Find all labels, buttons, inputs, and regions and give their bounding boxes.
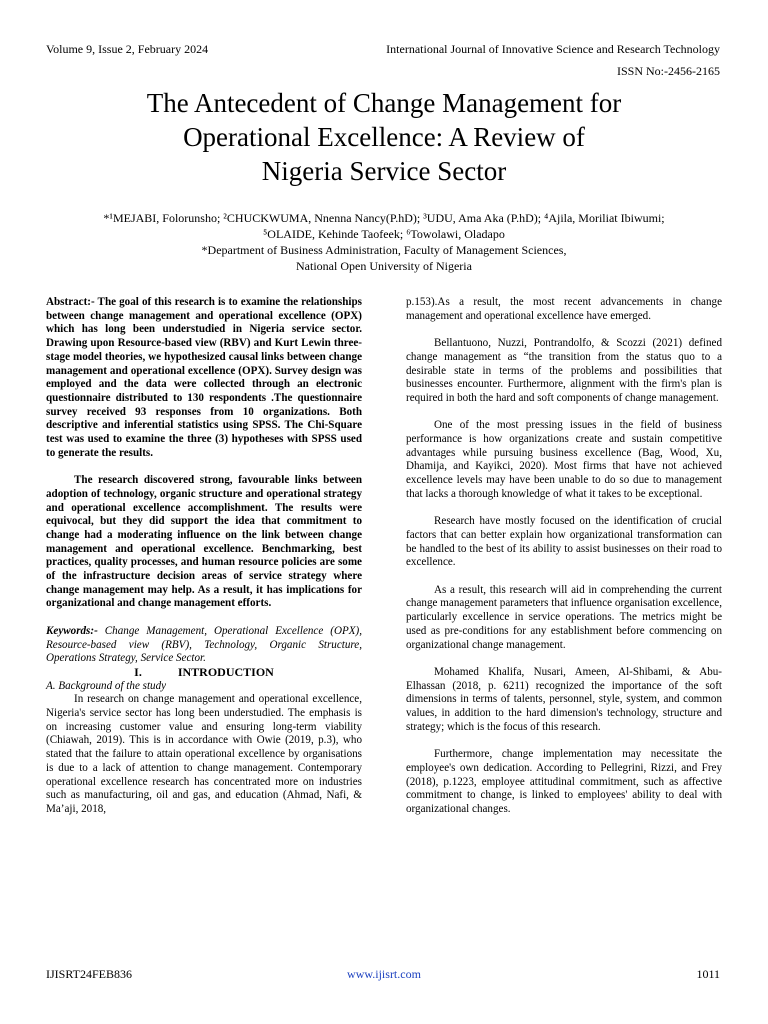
journal-name: International Journal of Innovative Science and Research Technology (386, 42, 720, 56)
paper-code: IJISRT24FEB836 (46, 967, 132, 981)
authors-line: *¹MEJABI, Folorunsho; ²CHUCKWUMA, Nnenna Nancy(P.hD); ³UDU, Ama Aka (P.hD); ⁴Ajila, Moriliat Ibiwumi; (103, 211, 665, 225)
authors-line: ⁵OLAIDE, Kehinde Taofeek; ⁶Towolawi, Oladapo (263, 227, 505, 241)
paper-title (60, 86, 708, 188)
affiliation-line: *Department of Business Administration, Faculty of Management Sciences, (201, 243, 567, 257)
section-number: I. (134, 664, 142, 679)
body-paragraph: One of the most pressing issues in the field of business performance is how organizations create and sustain competitive advantages while pursuing business excellence (Bag, Wood, Xu, Dhamija, and Kayikci, 2020). Most firms that have not achieved excellence levels may have been unable to do so due to management that lacks a thorough knowledge of what it takes to be exceptional. (406, 419, 722, 500)
title-line: The Antecedent of Change Management for (146, 88, 622, 118)
body-paragraph: Furthermore, change implementation may necessitate the employee's own dedication. According to Pellegrini, Rizzi, and Frey (2018), p.1223, employee attitudinal commitment, such as affective commitment to change, is linked to employees' ability to deal with organizational changes. (406, 748, 722, 815)
journal-link[interactable]: www.ijisrt.com (347, 967, 421, 981)
title-line: Nigeria Service Sector (261, 156, 507, 186)
body-paragraph: Mohamed Khalifa, Nusari, Ameen, Al-Shibami, & Abu-Elhassan (2018, p. 6211) recognized the importance of the soft dimensions in terms of talents, personnel, style, system, and common values, in addition to the hard dimension's technology, structure and strategy; which is the focus of this research. (406, 665, 722, 733)
keywords (46, 625, 362, 666)
page-number: 1011 (696, 967, 720, 981)
body-paragraph: As a result, this research will aid in comprehending the current change management parameters that influence organisation excellence, particularly excellence in service operations. The metrics might be used as pre-conditions for any establishment before commencing on organizational change management. (406, 583, 722, 651)
section-title: INTRODUCTION (177, 664, 274, 679)
section-heading (46, 666, 362, 680)
keywords-text: Change Management, Operational Excellence (OPX), Resource-based view (RBV), Technology, Organic Structure, Operations Strategy, Service Sector. (46, 624, 362, 665)
subsection-heading: A. Background of the study (46, 679, 167, 692)
body-paragraph: Research have mostly focused on the identification of crucial factors that can better explain how organizational transformation can be handled to the best of its ability to assist businesses on their road to excellence. (406, 515, 722, 569)
body-paragraph: Bellantuono, Nuzzi, Pontrandolfo, & Scozzi (2021) defined change management as “the transition from the status quo to a desirable state in terms of the problems and possibilities that businesses encounter. Furthermore, alignment with the firm's plan is required in both the hard and soft components of change management. (406, 337, 722, 404)
volume-info: Volume 9, Issue 2, February 2024 (46, 42, 209, 56)
affiliation-line: National Open University of Nigeria (296, 259, 472, 273)
abstract-paragraph: Abstract:- The goal of this research is to examine the relationships between change management and operational excellence (OPX) which has long been understudied in Nigeria service sector. Drawing upon Resource-based view (RBV) and Kurt Lewin three-stage model theories, we hypothesized causal links between change management and operational excellence (OPX). Survey design was employed and the data were collected through an electronic questionnaire distributed to 130 respondents .The questionnaire survey received 93 responses from 10 organizations. Both descriptive and inferential statistics using SPSS. The Chi-Square test was used to examine the three (3) hypotheses with SPSS used to generate the results. (46, 296, 362, 459)
left-column (46, 296, 362, 817)
title-line: Operational Excellence: A Review of (183, 122, 585, 152)
body-paragraph: p.153).As a result, the most recent advancements in change management and operational excellence have emerged. (406, 296, 722, 322)
author-block (40, 210, 728, 274)
body-paragraph: In research on change management and operational excellence, Nigeria's service sector has long been understudied. The emphasis is on increasing customer value and ensuring long-term viability (Chiawah, 2019). This is in accordance with Owie (2019, p.3), who stated that the failure to attain operational excellence by organisations is due to a lack of attention to change management. Contemporary operational excellence research has concentrated more on industries such as manufacturing, oil and gas, and education (Ahmad, Nafi, & Ma’aji, 2018, (46, 693, 362, 815)
right-column (406, 296, 722, 817)
issn: ISSN No:-2456-2165 (616, 64, 720, 78)
abstract-paragraph: The research discovered strong, favourable links between adoption of technology, organic structure and operational strategy and operational excellence accomplishment. The results were equivocal, but they did support the idea that commitment to change had a moderating influence on the link between change management and operational excellence. Benchmarking, best practices, quality processes, and human resource policies are some of the infrastructure decision areas of service strategy where change management may help. As a result, it has implications for organizational and change management efforts. (46, 474, 362, 610)
keywords-label: Keywords:- (46, 624, 98, 637)
